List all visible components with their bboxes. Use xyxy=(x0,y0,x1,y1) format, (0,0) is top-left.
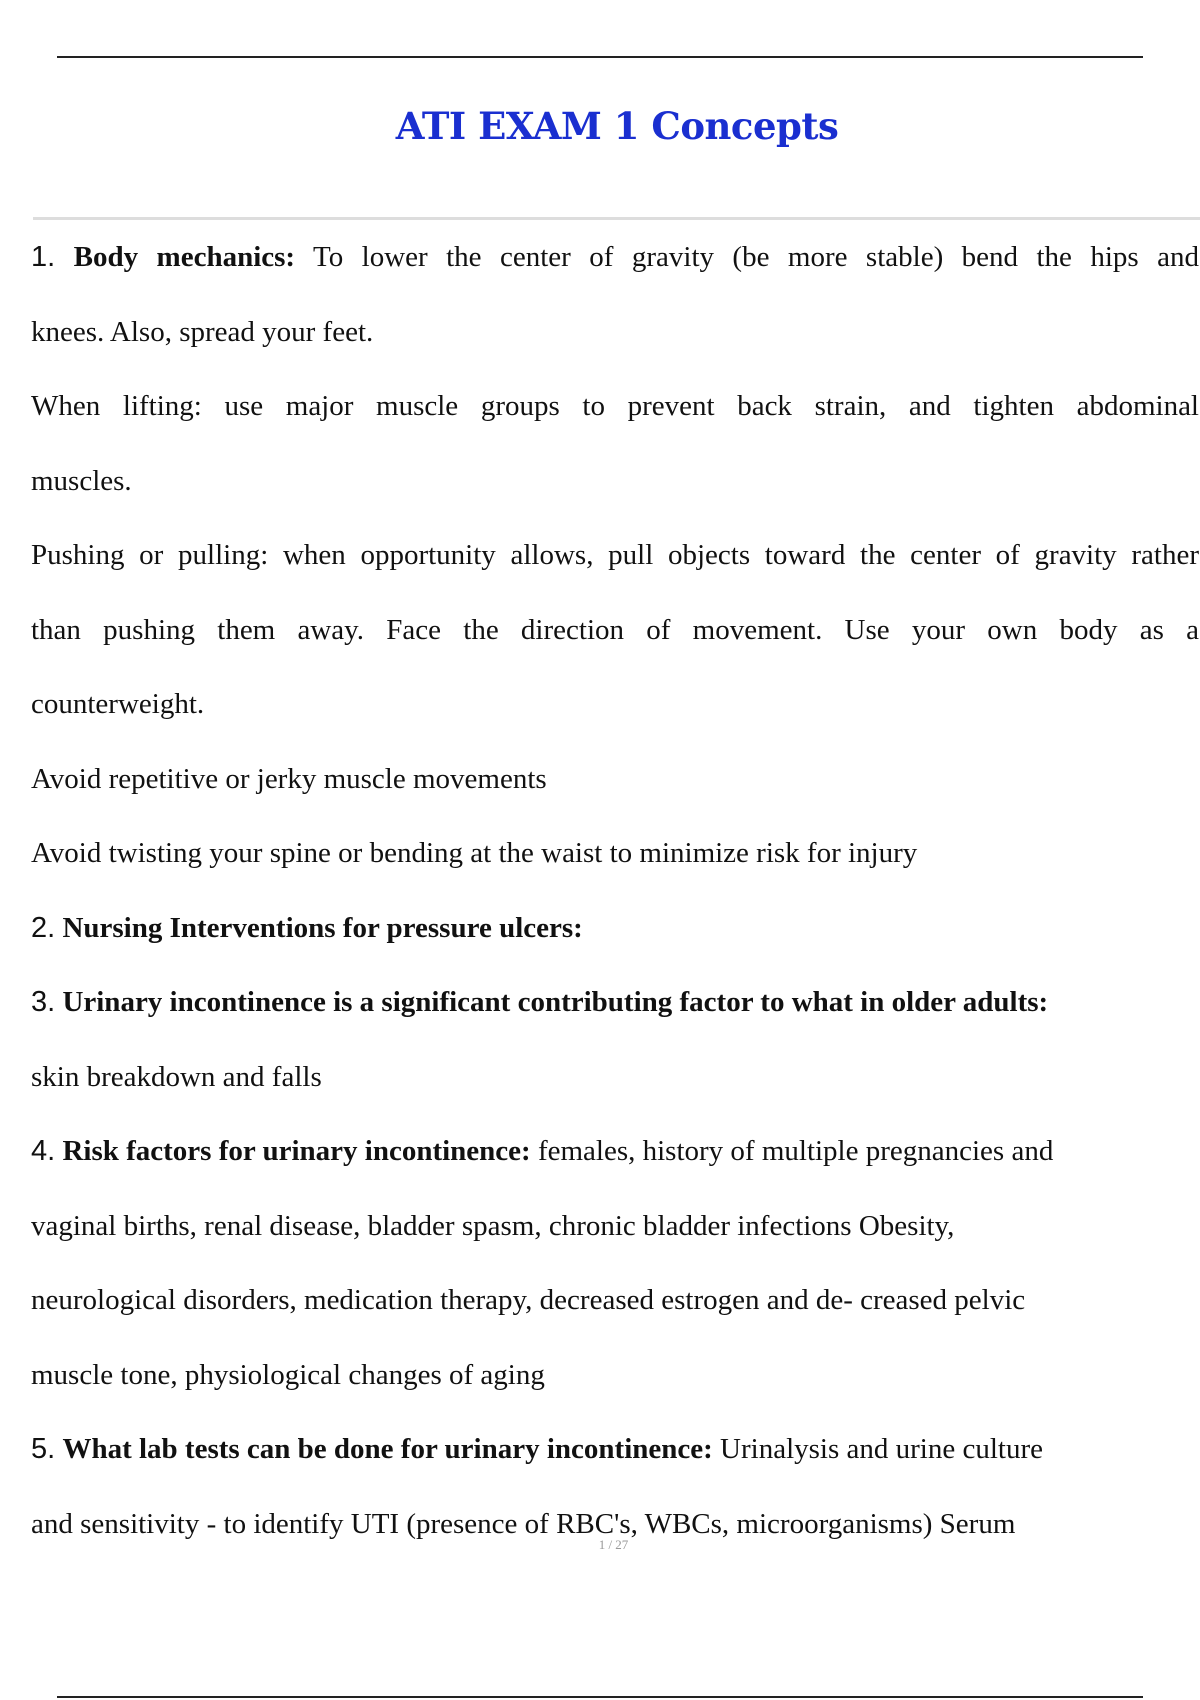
item-1-first-line xyxy=(31,220,1199,295)
item-5-first-line xyxy=(31,1412,1199,1487)
page-number: 1 / 27 xyxy=(598,1537,629,1552)
body-line: knees. Also, spread your feet. xyxy=(31,315,374,348)
item-3-first-line xyxy=(31,965,1199,1040)
top-rule xyxy=(57,56,1143,58)
item-heading: Body mechanics: xyxy=(73,241,296,273)
bottom-rule xyxy=(57,1696,1143,1698)
body-line: Avoid repetitive or jerky muscle movements xyxy=(31,762,547,795)
body-line: neurological disorders, medication therapy, decreased estrogen and de- creased pelvic xyxy=(31,1284,1026,1316)
item-heading: Risk factors for urinary incontinence: xyxy=(62,1135,531,1167)
document-title: ATI EXAM 1 Concepts xyxy=(395,104,839,148)
item-4-first-line xyxy=(31,1114,1199,1189)
body-line: and sensitivity - to identify UTI (presence of RBC's, WBCs, microorganisms) Serum xyxy=(31,1507,1016,1540)
item-text: Urinalysis and urine culture xyxy=(720,1433,1043,1465)
body-line: muscle tone, physiological changes of aging xyxy=(31,1358,545,1391)
item-number: 5. xyxy=(31,1433,56,1465)
item-text: To lower the center of gravity (be more stable) bend the hips and xyxy=(313,241,1200,273)
body-line: muscles. xyxy=(31,464,132,497)
item-number: 3. xyxy=(31,986,56,1018)
body-line: vaginal births, renal disease, bladder spasm, chronic bladder infections Obesity, xyxy=(31,1209,955,1242)
body-line: counterweight. xyxy=(31,688,205,720)
body-line: When lifting: use major muscle groups to prevent back strain, and tighten abdominal xyxy=(31,390,1199,422)
item-2-first-line xyxy=(31,891,1199,966)
item-number: 2. xyxy=(31,911,56,944)
item-heading: Urinary incontinence is a significant contributing factor to what in older adults: xyxy=(62,986,1049,1018)
body-line: than pushing them away. Face the direction of movement. Use your own body as a xyxy=(31,613,1199,646)
item-heading: What lab tests can be done for urinary incontinence: xyxy=(62,1433,713,1465)
body-line: Avoid twisting your spine or bending at the waist to minimize risk for injury xyxy=(31,837,918,869)
document-body xyxy=(31,220,1199,1561)
body-line: Pushing or pulling: when opportunity allows, pull objects toward the center of gravity rather xyxy=(31,539,1199,571)
item-text: females, history of multiple pregnancies and xyxy=(537,1135,1054,1167)
item-heading: Nursing Interventions for pressure ulcers: xyxy=(62,911,583,944)
body-line: skin breakdown and falls xyxy=(31,1060,322,1093)
item-number: 1. xyxy=(31,241,56,273)
item-number: 4. xyxy=(31,1135,56,1167)
